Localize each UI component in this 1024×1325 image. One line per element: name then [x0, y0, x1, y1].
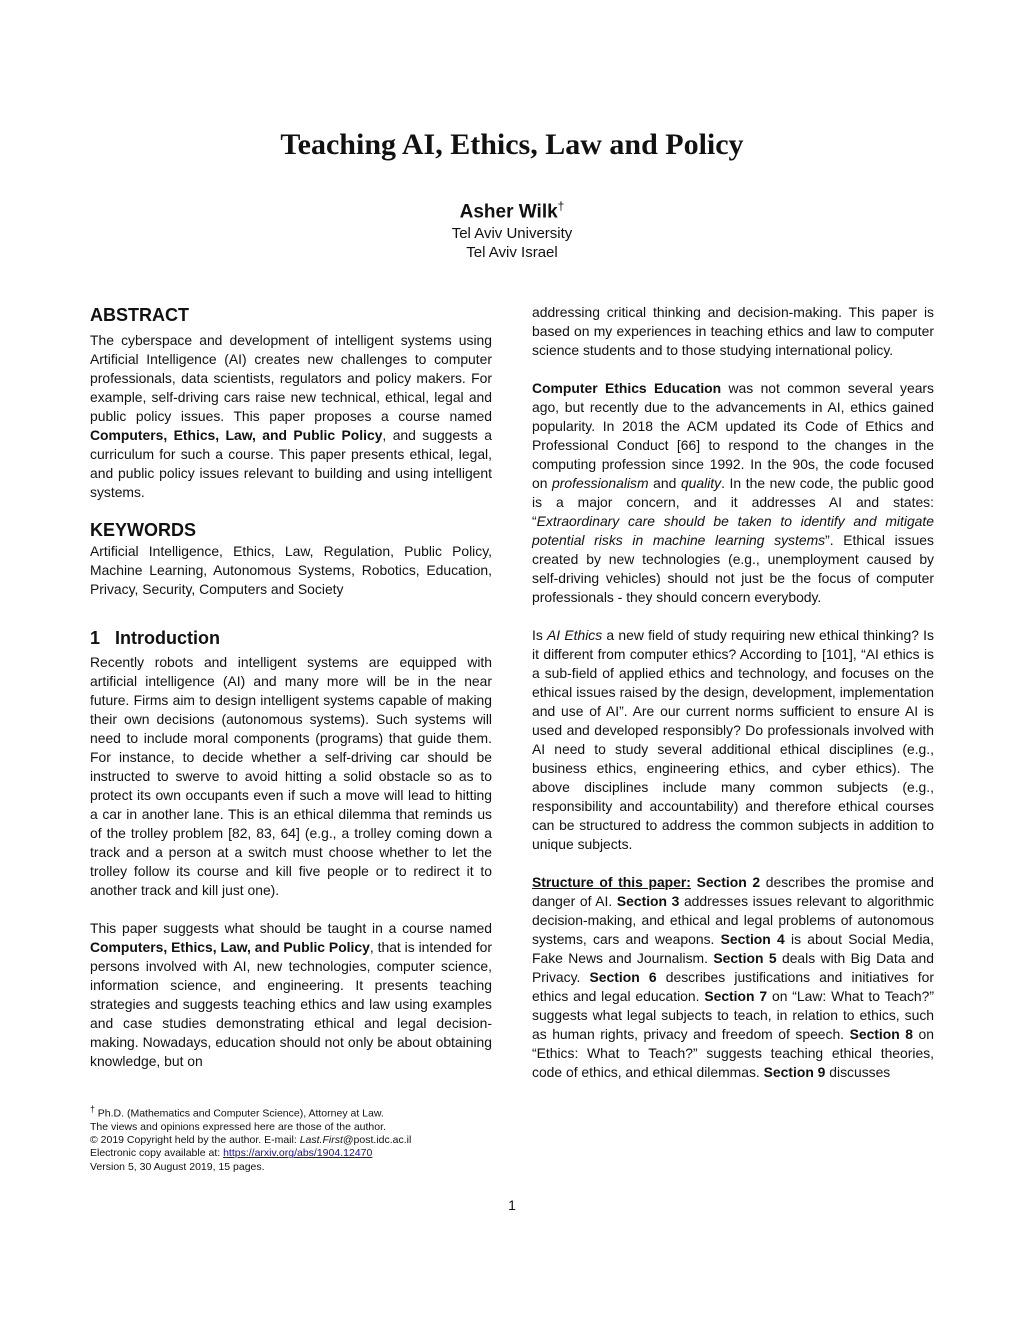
footnote [90, 1103, 510, 1174]
author-affiliation: Tel Aviv University [451, 225, 573, 243]
footnote-line: Electronic copy available at: https://arxiv.org/abs/1904.12470 [90, 1147, 373, 1160]
paper-title: Teaching AI, Ethics, Law and Policy [280, 128, 744, 161]
abstract-heading: ABSTRACT [90, 305, 189, 325]
page-number: 1 [508, 1197, 516, 1213]
right-paragraph-1: addressing critical thinking and decision-making. This paper is based on my experiences in teaching ethics and law to computer science students and to those studying international policy. [532, 304, 934, 358]
paper-structure-paragraph: Structure of this paper: Section 2 describes the promise and danger of AI. Section 3 addresses issues relevant to algorithmic decision-making, and ethical and legal problems of autonomous systems, cars and weapons. Section 4 is about Social Media, Fake News and Journalism. Section 5 deals with Big Data and Privacy. Section 6 describes justifications and initiatives for ethics and legal education. Section 7 on “Law: What to Teach?” suggests what legal subjects to teach, in relation to ethics, such as human rights, privacy and freedom of speech. Section 8 on “Ethics: What to Teach?” suggests teaching ethical theories, code of ethics, and ethical dilemmas. Section 9 discusses [532, 874, 934, 1080]
structure-label: Structure of this paper: [532, 874, 691, 890]
left-column [90, 303, 492, 1071]
intro-paragraph-2: This paper suggests what should be taught in a course named Computers, Ethics, Law, and Public Policy, that is intended for persons involved with AI, new technologies, computer science, information science, and engineering. It presents teaching strategies and suggests teaching ethics and law using examples and case studies demonstrating ethical and legal decision-making. Nowadays, education should not only be about obtaining knowledge, but on [90, 920, 493, 1069]
author-block [0, 194, 1024, 262]
right-paragraph-3: Is AI Ethics a new field of study requiring new ethical thinking? Is it different from computer ethics? According to [101], “AI ethics is a sub-field of applied ethics and technology, and focuses on the ethical issues raised by the design, development, implementation and use of AI”. Are our current norms sufficient to ensure AI is used and developed responsibly? Do professionals involved with AI need to study several additional ethical disciplines (e.g., business ethics, engineering ethics, and cyber ethics). The above disciplines include many common subjects (e.g., responsibility and accountability) and therefore ethical courses can be structured to address the common subjects in addition to unique subjects. [532, 627, 934, 852]
author-footnote-mark: † [557, 199, 565, 213]
author-location: Tel Aviv Israel [466, 244, 558, 262]
footnote-line: The views and opinions expressed here are those of the author. [90, 1120, 386, 1133]
keywords-text: Artificial Intelligence, Ethics, Law, Regulation, Public Policy, Machine Learning, Autonomous Systems, Robotics, Education, Privacy, Security, Computers and Society [90, 543, 492, 597]
arxiv-link[interactable]: https://arxiv.org/abs/1904.12470 [223, 1147, 373, 1160]
footnote-line: Version 5, 30 August 2019, 15 pages. [90, 1160, 265, 1173]
footnote-line: © 2019 Copyright held by the author. E-mail: Last.First@post.idc.ac.il [90, 1134, 412, 1147]
section-heading-introduction: 1 Introduction [90, 628, 221, 648]
footnote-line: † Ph.D. (Mathematics and Computer Science), Attorney at Law. [90, 1104, 384, 1120]
abstract-text: The cyberspace and development of intelligent systems using Artificial Intelligence (AI) creates new challenges to computer professionals, data scientists, regulators and policy makers. For example, self-driving cars raise new technical, ethical, legal and public policy issues. This paper proposes a course named Computers, Ethics, Law, and Public Policy, and suggests a curriculum for such a course. This paper presents ethical, legal, and public policy issues relevant to building and using intelligent systems. [90, 332, 493, 500]
intro-paragraph-1: Recently robots and intelligent systems are equipped with artificial intelligence (AI) and many more will be in the near future. Firms aim to design intelligent systems capable of making their own decisions (autonomous systems). Such systems will need to include moral components (programs) that guide them. For instance, to decide whether a self-driving car should be instructed to swerve to avoid hitting a solid obstacle so as to protect its own occupants even if such a move will lead to hitting a car in another lane. This is an ethical dilemma that reminds us of the trolley problem [82, 83, 64] (e.g., a trolley coming down a track and a person at a switch must choose whether to let the trolley follow its course and kill five people or to redirect it to another track and kill just one). [90, 654, 492, 898]
keywords-heading: KEYWORDS [90, 520, 197, 540]
right-column [532, 303, 934, 1082]
right-paragraph-2: Computer Ethics Education was not common several years ago, but recently due to the advancements in AI, ethics gained popularity. In 2018 the ACM updated its Code of Ethics and Professional Conduct [66] to respond to the changes in the computing profession since 1992. In the 90s, the code focused on professionalism and quality. In the new code, the public good is a major concern, and it addresses AI and states: “Extraordinary care should be taken to identify and mitigate potential risks in machine learning systems”. Ethical issues created by new technologies (e.g., unemployment caused by self-driving vehicles) should not just be the focus of computer professionals - they should concern everybody. [532, 380, 934, 605]
author-name: Asher Wilk† [459, 199, 565, 223]
